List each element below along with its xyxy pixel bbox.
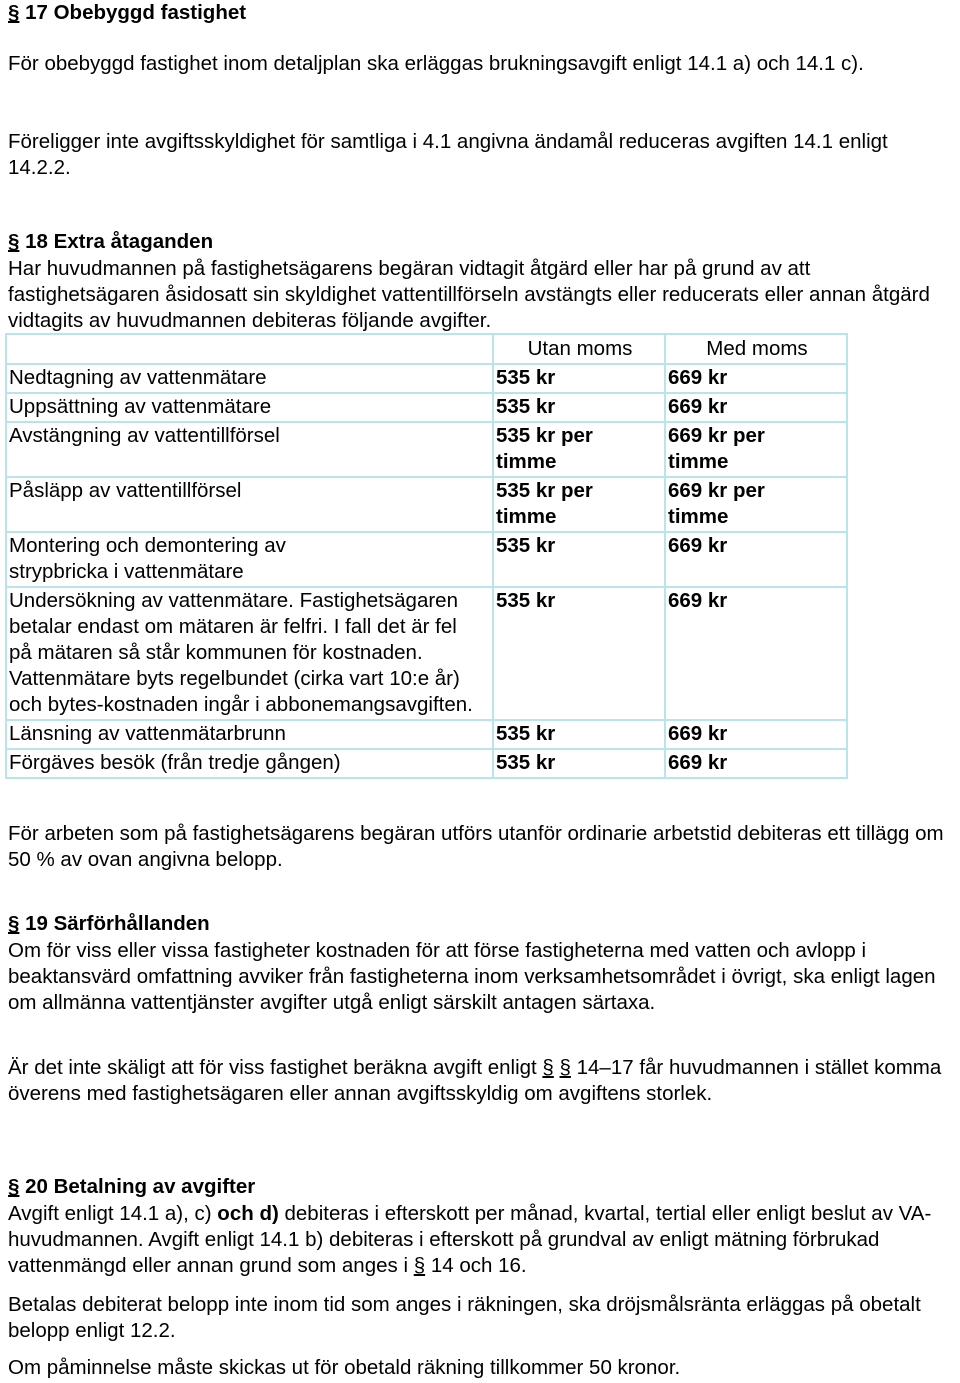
fee-label: Påsläpp av vattentillförsel — [6, 477, 493, 532]
paragraph-text: Är det inte skäligt att för viss fastighet beräkna avgift enligt — [8, 1056, 543, 1079]
fee-utan-moms: 535 kr — [493, 364, 665, 393]
section-18-heading — [8, 229, 953, 255]
fee-med-moms: 669 kr — [665, 393, 847, 422]
table-row — [6, 393, 847, 422]
fee-utan-moms: 535 kr per timme — [493, 477, 665, 532]
fee-utan-moms: 535 kr — [493, 532, 665, 587]
fee-med-moms: 669 kr — [665, 720, 847, 749]
fee-label: Avstängning av vattentillförsel — [6, 422, 493, 477]
table-row — [6, 477, 847, 532]
section-mark: § — [542, 1056, 554, 1079]
fee-utan-moms: 535 kr — [493, 749, 665, 778]
section-20-heading — [8, 1174, 953, 1200]
section-17-heading — [8, 0, 953, 26]
section-20-paragraph-2: Betalas debiterat belopp inte inom tid som anges i räkningen, ska dröjsmålsränta erläggas på obetalt belopp enligt 12.2. — [8, 1293, 921, 1342]
section-mark: § — [8, 230, 20, 253]
header-cell-med-moms: Med moms — [665, 334, 847, 364]
section-19-paragraph-1: Om för viss eller vissa fastigheter kostnaden för att förse fastigheterna med vatten och avlopp i beaktansvärd omfattning avviker från fastigheterna inom verksamhetsområdet i övrigt, ska enligt lagen om allmänna vattentjänster avgifter utgå enligt särskilt antagen särtaxa. — [8, 939, 936, 1014]
fee-med-moms: 669 kr — [665, 364, 847, 393]
section-19-heading — [8, 911, 953, 937]
section-18-paragraph: Har huvudmannen på fastighetsägarens begäran vidtagit åtgärd eller har på grund av att fastighetsägaren åsidosatt sin skyldighet vattentillförseln avstängts eller reducerats eller annan åtgärd vidtagits av huvudmannen debiteras följande avgifter. — [8, 257, 930, 332]
section-20-title: 20 Betalning av avgifter — [19, 1175, 256, 1198]
fee-utan-moms: 535 kr — [493, 587, 665, 720]
table-row — [6, 364, 847, 393]
section-mark: § — [8, 1175, 20, 1198]
section-mark: § — [8, 912, 20, 935]
table-row — [6, 720, 847, 749]
table-row — [6, 422, 847, 477]
fee-label: Undersökning av vattenmätare. Fastighetsägaren betalar endast om mätaren är felfri. I fall det är fel på mätaren så står kommunen för kostnaden. Vattenmätare byts regelbundet (cirka vart 10:e år) och bytes-kostnaden ingår i abbonemangsavgiften. — [6, 587, 493, 720]
paragraph-text: Avgift enligt 14.1 a), c) — [8, 1202, 218, 1225]
fee-label: Montering och demontering av strypbricka i vattenmätare — [6, 532, 493, 587]
fee-table — [5, 333, 848, 779]
section-mark: § — [8, 1, 20, 24]
header-cell-empty — [6, 334, 493, 364]
fee-med-moms: 669 kr — [665, 749, 847, 778]
section-20-paragraph-1 — [8, 1201, 953, 1279]
paragraph-text: 14–17 får huvudmannen i stället komma överens med fastighetsägaren eller annan avgiftsskyldig om avgiftens storlek. — [8, 1056, 942, 1105]
section-20-paragraph-3: Om påminnelse måste skickas ut för obetald räkning tillkommer 50 kronor. — [8, 1356, 681, 1379]
section-17-title: 17 Obebyggd fastighet — [19, 1, 247, 24]
fee-utan-moms: 535 kr per timme — [493, 422, 665, 477]
fee-label: Nedtagning av vattenmätare — [6, 364, 493, 393]
fee-label: Förgäves besök (från tredje gången) — [6, 749, 493, 778]
table-row — [6, 532, 847, 587]
section-17-paragraph-1: För obebyggd fastighet inom detaljplan ska erläggas brukningsavgift enligt 14.1 a) och 14.1 c). — [8, 52, 864, 75]
fee-utan-moms: 535 kr — [493, 393, 665, 422]
overtime-surcharge-paragraph: För arbeten som på fastighetsägarens begäran utförs utanför ordinarie arbetstid debiteras ett tillägg om 50 % av ovan angivna belopp. — [8, 822, 944, 871]
section-17-paragraph-2: Föreligger inte avgiftsskyldighet för samtliga i 4.1 angivna ändamål reduceras avgiften 14.1 enligt 14.2.2. — [8, 130, 888, 179]
fee-med-moms: 669 kr per timme — [665, 477, 847, 532]
section-mark: § — [559, 1056, 571, 1079]
table-row — [6, 587, 847, 720]
fee-med-moms: 669 kr per timme — [665, 422, 847, 477]
fee-med-moms: 669 kr — [665, 587, 847, 720]
section-19-title: 19 Särförhållanden — [19, 912, 210, 935]
section-mark: § — [413, 1254, 426, 1277]
section-18-title: 18 Extra åtaganden — [19, 230, 214, 253]
fee-label: Länsning av vattenmätarbrunn — [6, 720, 493, 749]
header-cell-utan-moms: Utan moms — [493, 334, 665, 364]
fee-med-moms: 669 kr — [665, 532, 847, 587]
table-header-row — [6, 334, 847, 364]
table-row — [6, 749, 847, 778]
paragraph-text: 14 och 16. — [425, 1254, 527, 1277]
fee-label: Uppsättning av vattenmätare — [6, 393, 493, 422]
paragraph-bold-text: och d) — [217, 1202, 279, 1225]
section-19-paragraph-2 — [8, 1055, 953, 1107]
paragraph-text: debiteras i efterskott per månad, kvartal, tertial eller enligt beslut av VA-huvudmannen. Avgift enligt 14.1 b) debiteras i efterskott på grundval av enligt mätning förbrukad vattenmängd eller annan grund som anges i — [8, 1202, 932, 1277]
fee-utan-moms: 535 kr — [493, 720, 665, 749]
